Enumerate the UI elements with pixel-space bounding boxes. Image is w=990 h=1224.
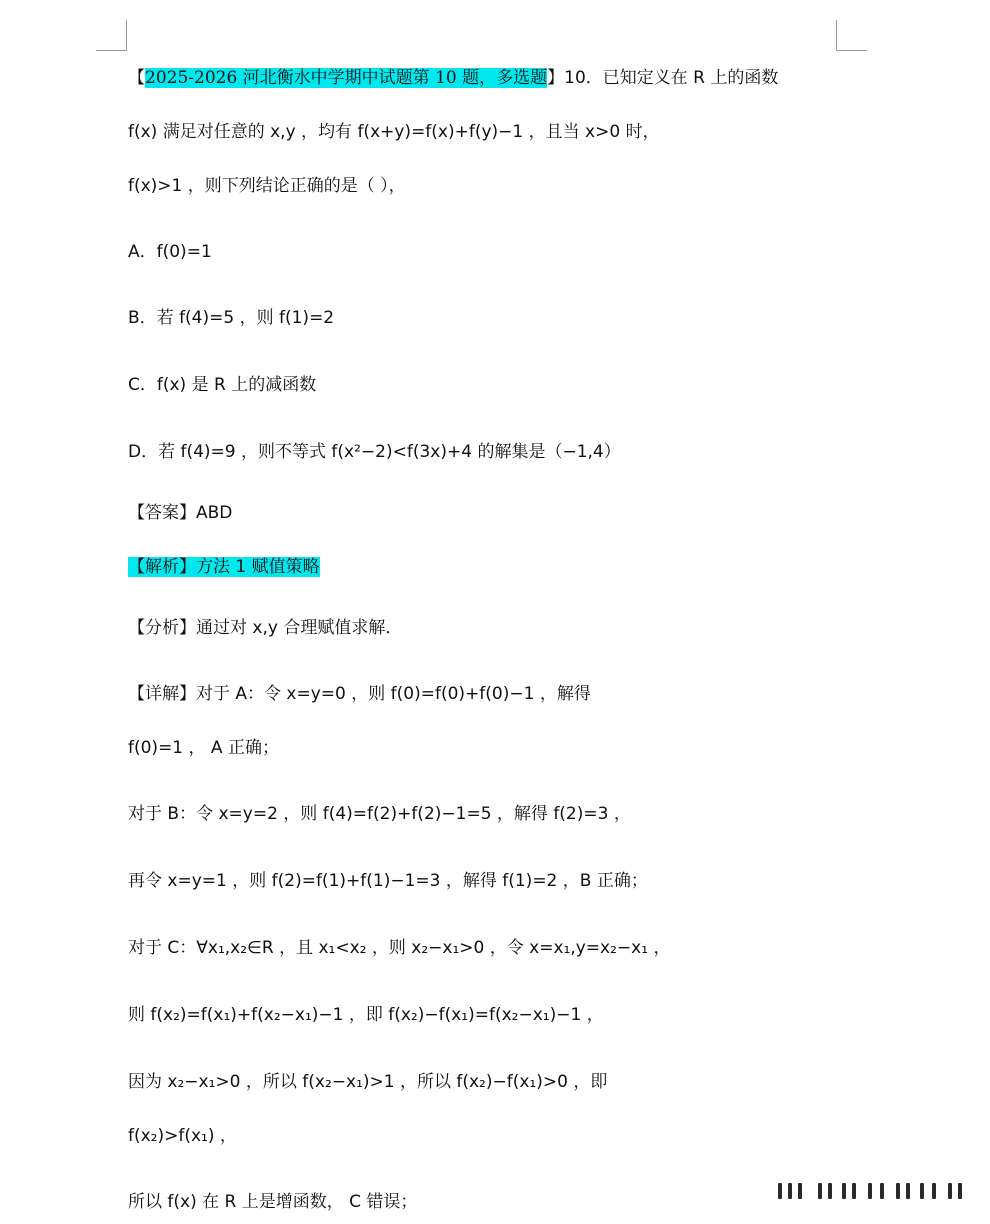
source-bracket-open: 【 [128, 68, 145, 88]
question-stem-3: f(x)>1 ，则下列结论正确的是（ ）， [128, 176, 406, 196]
watermark-bars [772, 1180, 972, 1204]
detail-line-1: 【详解】对于 A：令 x=y=0 ，则 f(0)=f(0)+f(0)−1 ，解得 [128, 684, 591, 704]
question-line-1 [128, 66, 778, 90]
detail-line-7: 因为 x₂−x₁>0 ，所以 f(x₂−x₁)>1 ，所以 f(x₂)−f(x₁)>0 ，即 [128, 1072, 608, 1092]
answer-line: 【答案】ABD [128, 503, 233, 523]
page-corner-mark-left [96, 20, 127, 51]
option-d: D．若 f(4)=9 ，则不等式 f(x²−2)<f(3x)+4 的解集是（−1,4） [128, 442, 621, 462]
detail-line-5: 对于 C：∀x₁,x₂∈R ，且 x₁<x₂ ，则 x₂−x₁>0 ，令 x=x₁,y=x₂−x₁ ， [128, 938, 671, 958]
option-a: A．f(0)=1 [128, 242, 212, 262]
detail-line-3: 对于 B：令 x=y=2 ，则 f(4)=f(2)+f(2)−1=5 ，解得 f(2)=3 ， [128, 804, 631, 824]
detail-line-4: 再令 x=y=1 ，则 f(2)=f(1)+f(1)−1=3 ，解得 f(1)=2 ，B 正确； [128, 871, 648, 891]
source-bracket-close: 】 [547, 68, 565, 88]
detail-line-6: 则 f(x₂)=f(x₁)+f(x₂−x₁)−1 ，即 f(x₂)−f(x₁)=f(x₂−x₁)−1 ， [128, 1005, 604, 1025]
detail-line-2: f(0)=1 ， A 正确； [128, 738, 279, 758]
page-corner-mark-right [836, 20, 867, 51]
question-stem-2: f(x) 满足对任意的 x,y ，均有 f(x+y)=f(x)+f(y)−1 ，且当 x>0 时， [128, 122, 660, 142]
option-c: C．f(x) 是 R 上的减函数 [128, 375, 317, 395]
option-b: B．若 f(4)=5 ，则 f(1)=2 [128, 308, 335, 328]
analysis-heading [128, 555, 320, 579]
source-tag: 2025-2026 河北衡水中学期中试题第 10 题，多选题 [145, 68, 548, 88]
analysis-line: 【分析】通过对 x,y 合理赋值求解． [128, 618, 403, 638]
question-stem-1: 10．已知定义在 R 上的函数 [564, 68, 779, 88]
detail-line-8: f(x₂)>f(x₁) ， [128, 1126, 237, 1146]
analysis-heading-text: 【解析】方法 1 赋值策略 [128, 557, 320, 577]
detail-line-9: 所以 f(x) 在 R 上是增函数， C 错误； [128, 1192, 418, 1212]
